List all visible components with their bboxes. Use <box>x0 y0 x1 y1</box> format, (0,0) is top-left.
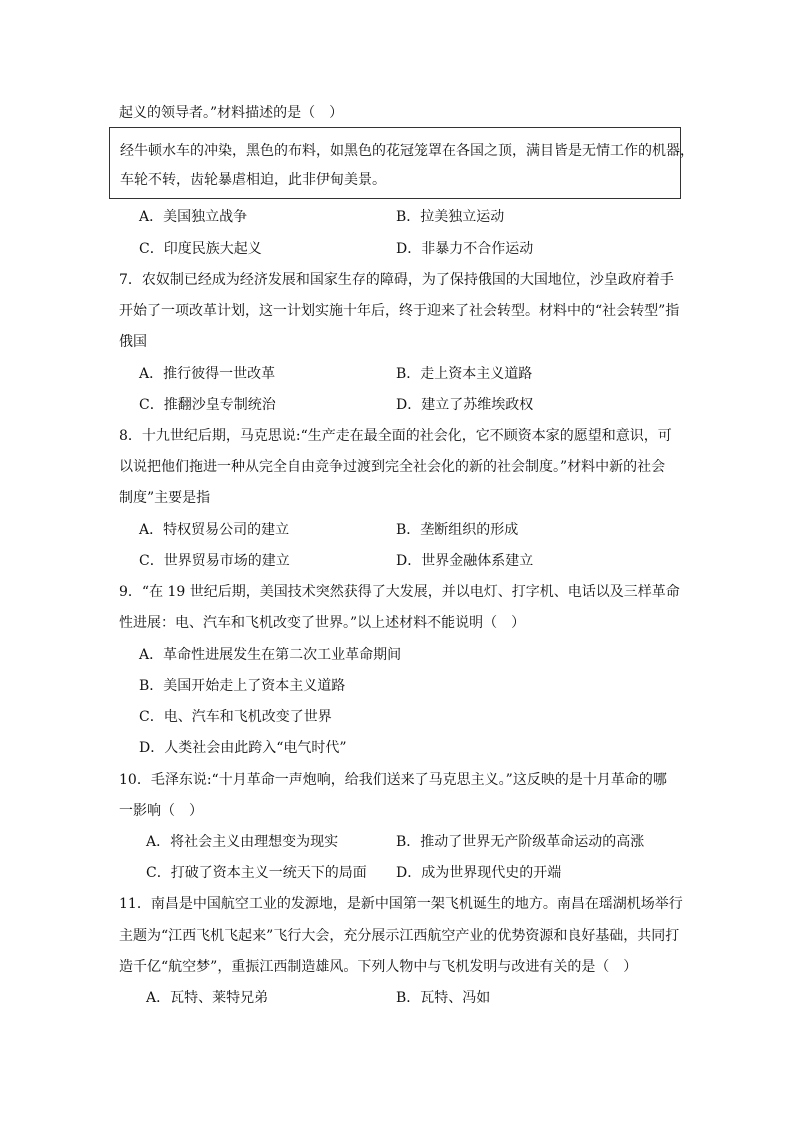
q6-option-d[interactable]: D．非暴力不合作运动 <box>396 241 534 257</box>
q11-option-a[interactable]: A．瓦特、莱特兄弟 <box>146 990 269 1006</box>
q8-option-b[interactable]: B．垄断组织的形成 <box>396 522 519 538</box>
q6-material-line1: 经牛顿水车的冲染，黑色的布料，如黑色的花冠笼罩在各国之顶，满目皆是无情工作的机器， <box>120 143 694 159</box>
q6-material-line2: 车轮不转，齿轮暴虐相迫，此非伊甸美景。 <box>120 172 386 188</box>
q7-option-d[interactable]: D．建立了苏维埃政权 <box>396 397 534 413</box>
q10-stem-line1: 10．毛泽东说:“十月革命一声炮响，给我们送来了马克思主义。”这反映的是十月革命的哪 <box>119 772 667 788</box>
q7-stem-line1: 7．农奴制已经成为经济发展和国家生存的障碍，为了保持俄国的大国地位，沙皇政府着手 <box>119 272 674 288</box>
q11-stem-line2: 主题为“江西飞机飞起来”飞行大会，充分展示江西航空产业的优势资源和良好基础，共同打 <box>119 928 680 944</box>
q6-option-b[interactable]: B．拉美独立运动 <box>396 209 505 225</box>
q10-option-d[interactable]: D．成为世界现代史的开端 <box>396 865 562 881</box>
q8-stem-line1: 8．十九世纪后期，马克思说:“生产走在最全面的社会化，它不顾资本家的愿望和意识，可 <box>119 428 672 444</box>
q6-intro-tail: 起义的领导者。”材料描述的是（ ） <box>119 105 344 121</box>
q9-option-d[interactable]: D．人类社会由此跨入“电气时代” <box>139 740 347 756</box>
q8-stem-line2: 以说把他们拖进一种从完全自由竞争过渡到完全社会化的新的社会制度。”材料中新的社会 <box>119 459 666 475</box>
q10-option-b[interactable]: B．推动了世界无产阶级革命运动的高涨 <box>396 834 645 850</box>
q7-stem-line2: 开始了一项改革计划，这一计划实施十年后，终于迎来了社会转型。材料中的“社会转型”指 <box>119 303 680 319</box>
q11-stem-line3: 造千亿“航空梦”，重振江西制造雄风。下列人物中与飞机发明与改进有关的是（ ） <box>119 959 638 975</box>
q8-option-d[interactable]: D．世界金融体系建立 <box>396 553 534 569</box>
q8-option-a[interactable]: A．特权贸易公司的建立 <box>139 522 290 538</box>
q6-material-box <box>109 127 694 199</box>
q9-stem-line1: 9．“在 19 世纪后期，美国技术突然获得了大发展，并以电灯、打字机、电话以及三样革命 <box>119 584 680 600</box>
q7-option-a[interactable]: A．推行彼得一世改革 <box>139 366 276 382</box>
q7-stem-line3: 俄国 <box>119 334 147 350</box>
q10-option-a[interactable]: A．将社会主义由理想变为现实 <box>146 834 339 850</box>
q10-option-c[interactable]: C．打破了资本主义一统天下的局面 <box>146 865 367 881</box>
q8-stem-line3: 制度”主要是指 <box>119 490 211 506</box>
q9-option-a[interactable]: A．革命性进展发生在第二次工业革命期间 <box>139 647 402 663</box>
q7-option-c[interactable]: C．推翻沙皇专制统治 <box>139 397 276 413</box>
q9-stem-line2: 性进展：电、汽车和飞机改变了世界。”以上述材料不能说明（ ） <box>119 615 526 631</box>
q7-option-b[interactable]: B．走上资本主义道路 <box>396 366 533 382</box>
q8-option-c[interactable]: C．世界贸易市场的建立 <box>139 553 290 569</box>
q11-option-b[interactable]: B．瓦特、冯如 <box>396 990 491 1006</box>
q6-option-c[interactable]: C．印度民族大起义 <box>139 241 262 257</box>
q11-stem-line1: 11．南昌是中国航空工业的发源地，是新中国第一架飞机诞生的地方。南昌在瑶湖机场举行 <box>119 896 683 912</box>
q9-option-c[interactable]: C．电、汽车和飞机改变了世界 <box>139 709 332 725</box>
q10-stem-line2: 一影响（ ） <box>119 803 203 819</box>
q9-option-b[interactable]: B．美国开始走上了资本主义道路 <box>139 678 346 694</box>
q6-option-a[interactable]: A．美国独立战争 <box>139 209 248 225</box>
